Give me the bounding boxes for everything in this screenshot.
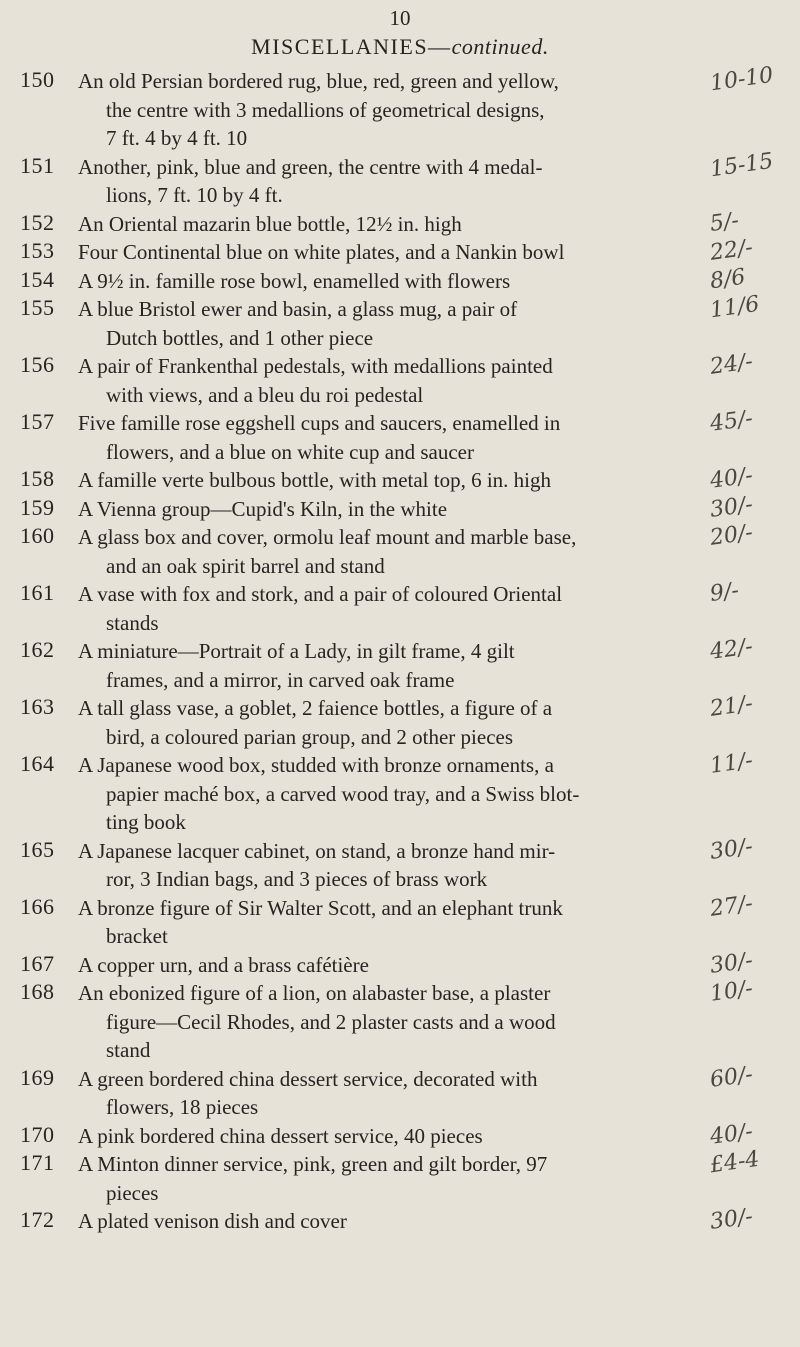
lot-description-line: frames, and a mirror, in carved oak frame (106, 667, 455, 692)
lot-description-line: A 9½ in. famille rose bowl, enamelled with flowers (78, 268, 511, 293)
lot-description-line: An old Persian bordered rug, blue, red, green and yellow, (78, 69, 559, 93)
lot-description-line: Five famille rose eggshell cups and saucers, enamelled in (78, 411, 561, 435)
handwritten-price: 30/- (708, 947, 755, 979)
lot-description (78, 153, 718, 210)
lot-description-line: Four Continental blue on white plates, and a Nankin bowl (78, 240, 565, 264)
lot-description-line: flowers, and a blue on white cup and saucer (106, 439, 474, 464)
handwritten-price: 27/- (708, 890, 755, 922)
lot-description-line: with views, and a bleu du roi pedestal (106, 382, 424, 407)
handwritten-price: 21/- (708, 691, 755, 722)
lot-description (78, 1207, 718, 1236)
lot-description-line: 7 ft. 4 by 4 ft. 10 (106, 126, 248, 150)
lot-description-line: A Japanese wood box, studded with bronze ornaments, a (78, 753, 554, 777)
lot-number: 154 (20, 266, 55, 292)
lot-description (78, 951, 718, 980)
lot-description-line: An ebonized figure of a lion, on alabaster base, a plaster (78, 981, 551, 1005)
lot-description (78, 751, 718, 837)
lot-number: 164 (20, 751, 55, 776)
lot-description-line: ting book (106, 810, 186, 834)
lot-description-line: A pair of Frankenthal pedestals, with medallions painted (78, 354, 553, 378)
handwritten-price: 40/- (708, 1118, 755, 1150)
lot-description (78, 694, 718, 751)
lot-description (78, 580, 718, 637)
lot-description (78, 67, 718, 153)
lot-number: 156 (20, 352, 55, 377)
lot-description (78, 1122, 718, 1151)
lot-description (78, 352, 718, 409)
handwritten-price: 9/- (708, 578, 741, 607)
lot-number: 171 (20, 1150, 55, 1175)
lot-number: 160 (20, 523, 55, 548)
lot-description-line: A miniature—Portrait of a Lady, in gilt frame, 4 gilt (78, 639, 515, 663)
page-number: 10 (389, 6, 411, 30)
handwritten-price: 22/- (708, 235, 755, 266)
lot-description (78, 894, 718, 951)
handwritten-price: 45/- (708, 406, 755, 437)
handwritten-price: 30/- (708, 833, 755, 865)
lot-description (78, 1150, 718, 1207)
handwritten-price: 8/6 (708, 264, 747, 294)
lot-description (78, 523, 718, 580)
lot-description-line: lions, 7 ft. 10 by 4 ft. (106, 183, 283, 207)
lot-description (78, 637, 718, 694)
handwritten-price: £4-4 (708, 1146, 761, 1179)
lot-description-line: A famille verte bulbous bottle, with metal top, 6 in. high (78, 468, 552, 492)
handwritten-price: 42/- (708, 634, 755, 665)
lot-description-line: flowers, 18 pieces (106, 1095, 259, 1119)
lot-number: 172 (20, 1207, 55, 1232)
handwritten-price: 30/- (708, 1204, 755, 1235)
lot-number: 170 (20, 1121, 55, 1147)
handwritten-price: 30/- (708, 491, 755, 523)
handwritten-price: 10-10 (708, 62, 775, 97)
page-heading (0, 34, 800, 60)
lot-number: 166 (20, 893, 55, 919)
lot-description (78, 466, 718, 495)
lot-number: 150 (20, 67, 55, 92)
lot-description-line: and an oak spirit barrel and stand (106, 553, 385, 578)
lot-description-line: bracket (106, 924, 168, 948)
lot-number: 157 (20, 409, 55, 434)
lot-number: 169 (20, 1064, 55, 1090)
lot-description-line: A Minton dinner service, pink, green and gilt border, 97 (78, 1152, 548, 1176)
lot-description (78, 267, 718, 296)
lot-number: 152 (20, 209, 55, 235)
lot-description-line: the centre with 3 medallions of geometrical designs, (106, 97, 545, 122)
handwritten-price: 20/- (708, 520, 755, 551)
handwritten-price: 11/6 (708, 291, 761, 324)
lot-description-line: A pink bordered china dessert service, 40 pieces (78, 1123, 483, 1148)
handwritten-price: 10/- (708, 976, 755, 1007)
lot-description (78, 409, 718, 466)
handwritten-price: 11/- (708, 748, 755, 779)
handwritten-price: 5/- (708, 207, 741, 237)
lot-number: 153 (20, 238, 55, 263)
lot-description (78, 495, 718, 524)
lot-number: 159 (20, 494, 55, 520)
lot-description-line: Another, pink, blue and green, the centre with 4 medal- (78, 154, 543, 179)
lot-description-line: A green bordered china dessert service, decorated with (78, 1066, 538, 1091)
lot-number: 161 (20, 580, 55, 605)
lot-description-line: A plated venison dish and cover (78, 1209, 347, 1233)
lot-description-line: pieces (106, 1180, 159, 1205)
handwritten-price: 15-15 (708, 148, 775, 182)
lot-description (78, 979, 718, 1065)
lot-description-line: stands (106, 610, 159, 635)
lot-description-line: A blue Bristol ewer and basin, a glass mug, a pair of (78, 297, 518, 321)
lot-number: 151 (20, 152, 55, 178)
lot-description-line: bird, a coloured parian group, and 2 other pieces (106, 724, 514, 749)
lot-description-line: A Vienna group—Cupid's Kiln, in the white (78, 496, 448, 521)
lot-description (78, 1065, 718, 1122)
lot-description-line: A tall glass vase, a goblet, 2 faience bottles, a figure of a (78, 696, 553, 720)
lot-number: 167 (20, 950, 55, 976)
lot-number: 163 (20, 694, 55, 719)
lot-number: 158 (20, 466, 55, 491)
lot-number: 155 (20, 295, 55, 320)
handwritten-price: 60/- (708, 1061, 755, 1093)
lot-description (78, 238, 718, 267)
handwritten-price: 40/- (708, 463, 755, 494)
lot-description-line: A vase with fox and stork, and a pair of coloured Oriental (78, 582, 563, 606)
lot-description-line: ror, 3 Indian bags, and 3 pieces of brass work (106, 867, 488, 891)
lot-description-line: papier maché box, a carved wood tray, and a Swiss blot- (106, 781, 580, 806)
lot-number: 168 (20, 979, 55, 1004)
lot-description (78, 295, 718, 352)
heading-title: MISCELLANIES— (251, 34, 452, 59)
lot-description-line: A glass box and cover, ormolu leaf mount and marble base, (78, 525, 577, 549)
lot-description-line: figure—Cecil Rhodes, and 2 plaster casts and a wood (106, 1009, 556, 1034)
lot-description-line: Dutch bottles, and 1 other piece (106, 325, 374, 350)
lot-description-line: An Oriental mazarin blue bottle, 12½ in. high (78, 211, 462, 236)
lot-number: 165 (20, 836, 55, 862)
lot-description-line: A copper urn, and a brass cafétière (78, 952, 369, 977)
lot-description-line: stand (106, 1038, 151, 1062)
lot-description (78, 837, 718, 894)
handwritten-price: 24/- (708, 349, 755, 380)
lot-description-line: A bronze figure of Sir Walter Scott, and an elephant trunk (78, 895, 563, 920)
lot-number: 162 (20, 637, 55, 662)
lot-description-line: A Japanese lacquer cabinet, on stand, a bronze hand mir- (78, 838, 556, 863)
heading-subtitle: continued. (451, 34, 549, 59)
lot-description (78, 210, 718, 239)
